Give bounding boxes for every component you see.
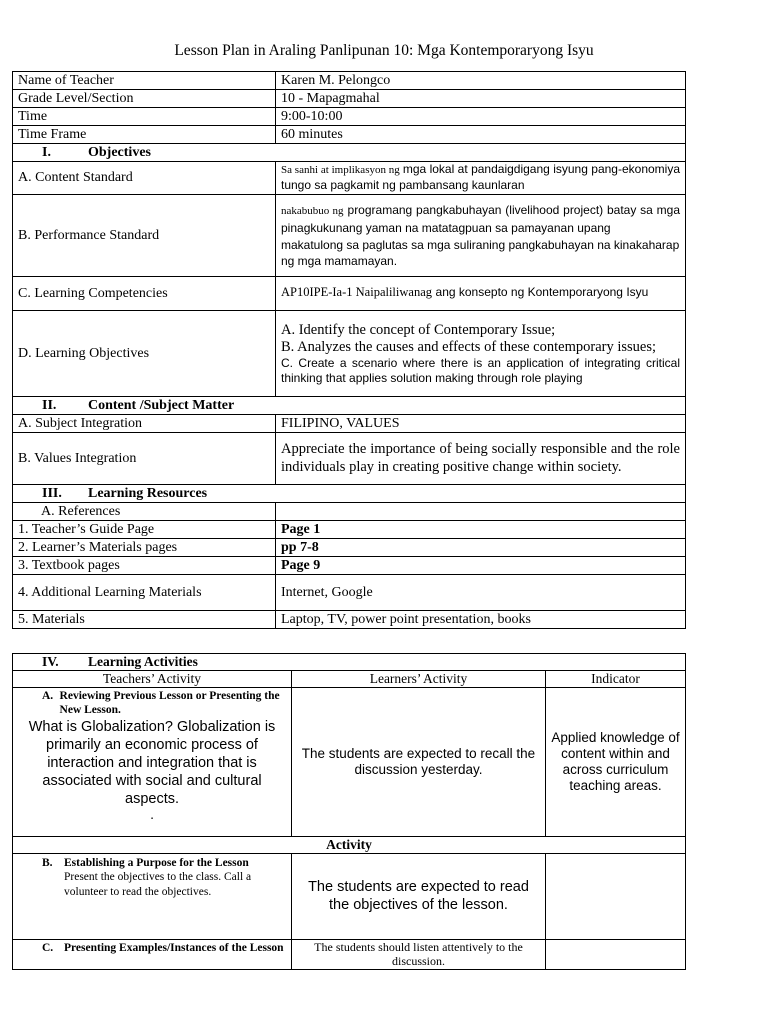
learning-objectives-label: D. Learning Objectives bbox=[13, 311, 276, 397]
activity-b-title: Establishing a Purpose for the Lesson bbox=[64, 857, 249, 869]
col-learner-header: Learners’ Activity bbox=[292, 671, 546, 688]
col-teacher-header: Teachers’ Activity bbox=[13, 671, 292, 688]
subject-integration-label: A. Subject Integration bbox=[13, 415, 276, 433]
activity-a-indicator: Applied knowledge of content within and across curriculum teaching areas. bbox=[546, 688, 686, 837]
section-number: IV. bbox=[42, 653, 59, 669]
activity-b-body: Present the objectives to the class. Call a volunteer to read the objectives. bbox=[64, 871, 252, 898]
row-subject-integration bbox=[13, 415, 686, 433]
row-additional-materials bbox=[13, 575, 686, 611]
section-heading: Learning Resources bbox=[88, 485, 208, 501]
row-time bbox=[13, 108, 686, 126]
performance-standard-text-2: makatulong sa paglutas sa mga suliraning pangkabuhayan na kinakaharap ng mga mamamayan. bbox=[281, 238, 680, 268]
activity-b-letter: B. bbox=[42, 857, 53, 869]
grade-value: 10 - Mapagmahal bbox=[276, 90, 686, 108]
frame-label: Time Frame bbox=[13, 126, 276, 144]
row-materials bbox=[13, 611, 686, 629]
materials-label: 5. Materials bbox=[13, 611, 276, 629]
activity-b-learner: The students are expected to read the objectives of the lesson. bbox=[292, 854, 546, 940]
activity-c-letter: C. bbox=[42, 942, 54, 954]
section-objectives bbox=[13, 144, 686, 162]
competency-text: ang konsepto ng Kontemporaryong Isyu bbox=[435, 285, 649, 300]
values-integration-label: B. Values Integration bbox=[13, 433, 276, 485]
objective-a: A. Identify the concept of Contemporary Issue; bbox=[281, 322, 556, 339]
section-activities bbox=[13, 654, 686, 671]
objective-b: B. Analyzes the causes and effects of these contemporary issues; bbox=[281, 339, 657, 356]
learning-competencies-label: C. Learning Competencies bbox=[13, 277, 276, 311]
performance-standard-lead: nakabubuo ng bbox=[281, 204, 344, 217]
row-learners-materials bbox=[13, 539, 686, 557]
materials-value: Laptop, TV, power point presentation, books bbox=[276, 611, 686, 629]
activity-a-learner: The students are expected to recall the discussion yesterday. bbox=[292, 688, 546, 837]
activity-c-learner: The students should listen attentively to the discussion. bbox=[292, 940, 546, 970]
grade-label: Grade Level/Section bbox=[13, 90, 276, 108]
col-indicator-header: Indicator bbox=[546, 671, 686, 688]
content-standard-text: mga lokal at pandaigdigang isyung pang-ekonomiya tungo sa pagkamit ng pambansang kaunlaran bbox=[281, 162, 681, 192]
row-activity-b bbox=[13, 854, 686, 940]
row-teacher bbox=[13, 72, 686, 90]
row-grade bbox=[13, 90, 686, 108]
row-performance-standard bbox=[13, 195, 686, 277]
performance-standard-text: programang pangkabuhayan (livelihood project) batay sa mga pinagkukunang yaman na matatagpuan sa pamayanan upang bbox=[281, 202, 681, 235]
activity-heading-row bbox=[13, 837, 686, 854]
lesson-details-table bbox=[12, 71, 686, 629]
row-references bbox=[13, 503, 686, 521]
textbook-label: 3. Textbook pages bbox=[13, 557, 276, 575]
section-resources bbox=[13, 485, 686, 503]
activity-a-body: What is Globalization? Globalization is primarily an economic process of interaction and integration that is associated with social and cultural aspects. bbox=[28, 718, 276, 808]
content-standard-label: A. Content Standard bbox=[13, 162, 276, 195]
row-content-standard bbox=[13, 162, 686, 195]
row-learning-competencies bbox=[13, 277, 686, 311]
subject-integration-value: FILIPINO, VALUES bbox=[276, 415, 686, 433]
teachers-guide-value: Page 1 bbox=[276, 521, 686, 539]
time-value: 9:00-10:00 bbox=[276, 108, 686, 126]
content-standard-lead: Sa sanhi at implikasyon ng bbox=[281, 164, 400, 177]
time-label: Time bbox=[13, 108, 276, 126]
activity-a-letter: A. bbox=[42, 690, 54, 702]
section-number: I. bbox=[42, 144, 51, 160]
values-integration-value: Appreciate the importance of being socially responsible and the role individuals play in creating positive change within society. bbox=[276, 433, 686, 485]
row-activity-a bbox=[13, 688, 686, 837]
teacher-label: Name of Teacher bbox=[13, 72, 276, 90]
section-heading: Objectives bbox=[88, 144, 151, 160]
section-heading: Learning Activities bbox=[88, 653, 198, 669]
learners-materials-label: 2. Learner’s Materials pages bbox=[13, 539, 276, 557]
section-content bbox=[13, 397, 686, 415]
teacher-value: Karen M. Pelongco bbox=[276, 72, 686, 90]
additional-materials-value: Internet, Google bbox=[276, 575, 686, 611]
activity-a-title: Reviewing Previous Lesson or Presenting the New Lesson. bbox=[59, 690, 280, 717]
activities-header-row bbox=[13, 671, 686, 688]
references-label: A. References bbox=[13, 503, 276, 521]
section-number: III. bbox=[42, 485, 62, 501]
learners-materials-value: pp 7-8 bbox=[276, 539, 686, 557]
row-learning-objectives bbox=[13, 311, 686, 397]
activity-heading: Activity bbox=[13, 837, 686, 854]
row-activity-c bbox=[13, 940, 686, 970]
textbook-value: Page 9 bbox=[276, 557, 686, 575]
section-number: II. bbox=[42, 397, 57, 413]
learning-activities-table bbox=[12, 653, 686, 970]
competency-code: AP10IPE-Ia-1 Naipaliliwanag bbox=[281, 285, 433, 300]
row-teachers-guide bbox=[13, 521, 686, 539]
additional-materials-label: 4. Additional Learning Materials bbox=[13, 575, 276, 611]
objective-c: C. Create a scenario where there is an application of integrating critical thinking that applies solution making through role playing bbox=[281, 356, 680, 385]
teachers-guide-label: 1. Teacher’s Guide Page bbox=[13, 521, 276, 539]
frame-value: 60 minutes bbox=[276, 126, 686, 144]
row-time-frame bbox=[13, 126, 686, 144]
row-values-integration bbox=[13, 433, 686, 485]
activity-c-title: Presenting Examples/Instances of the Lesson bbox=[64, 942, 284, 954]
activity-a-dot: . bbox=[150, 807, 154, 823]
section-heading: Content /Subject Matter bbox=[88, 397, 235, 413]
document-title: Lesson Plan in Araling Panlipunan 10: Mga Kontemporaryong Isyu bbox=[174, 42, 594, 59]
row-textbook bbox=[13, 557, 686, 575]
performance-standard-label: B. Performance Standard bbox=[13, 195, 276, 277]
